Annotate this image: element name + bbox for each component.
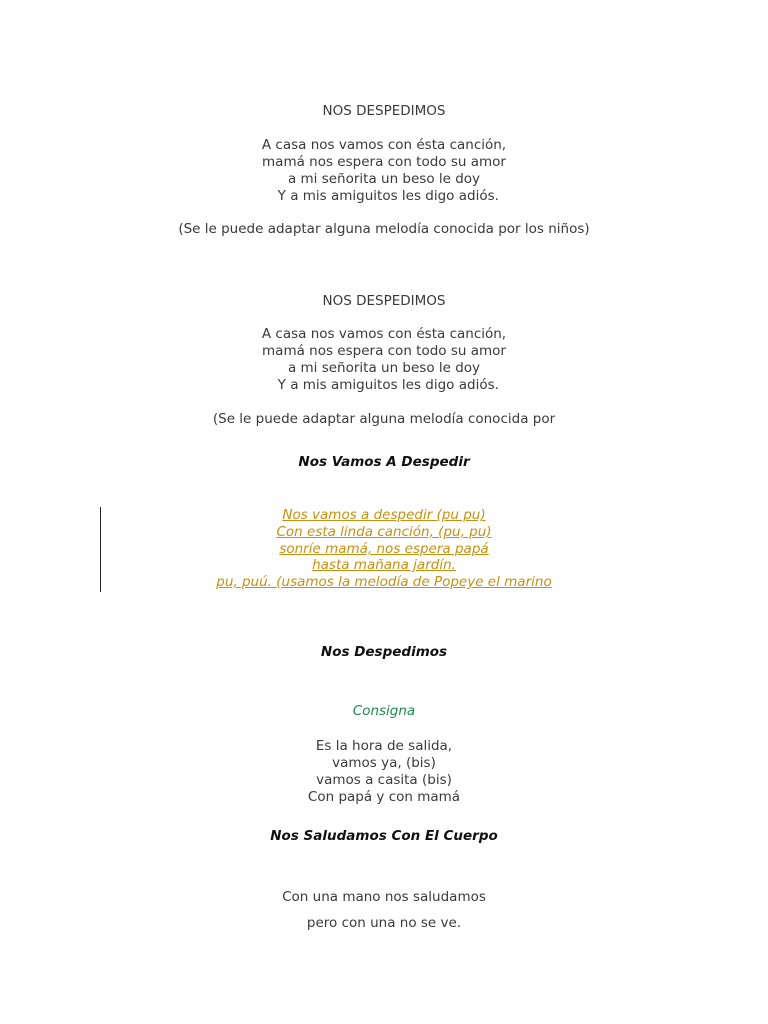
song-link-line[interactable]: Nos vamos a despedir (pu pu) [282,507,486,523]
song-link-line[interactable]: Con esta linda canción, (pu, pu) [276,524,492,540]
section2-line: a mi señorita un beso le doy [287,360,481,376]
section1-line: A casa nos vamos con ésta canción, [261,137,507,153]
section1-title: NOS DESPEDIMOS [322,103,446,119]
section1-line: Y a mis amiguitos les digo adiós. [269,188,499,204]
section3-title: Nos Vamos A Despedir [298,454,470,470]
section2-line: mamá nos espera con todo su amor [262,343,506,359]
section1-line: mamá nos espera con todo su amor [262,154,506,170]
song-link-line[interactable]: hasta mañana jardín. [312,557,456,573]
section2-note: (Se le puede adaptar alguna melodía conocida por [212,411,556,427]
section4-subtitle: Consigna [352,703,416,719]
song-link-line[interactable]: pu, puú. (usamos la melodía de Popeye el marino [216,574,552,590]
section5-line: Con una mano nos saludamos [282,889,486,905]
section2-title: NOS DESPEDIMOS [322,293,446,309]
section4-line: vamos a casita (bis) [316,772,452,788]
section5-title: Nos Saludamos Con El Cuerpo [270,828,498,844]
section1-note: (Se le puede adaptar alguna melodía conocida por los niños) [178,221,590,237]
section4-title: Nos Despedimos [320,644,448,660]
section2-line: A casa nos vamos con ésta canción, [261,326,507,342]
section4-line: vamos ya, (bis) [332,755,436,771]
section5-line: pero con una no se ve. [306,915,462,931]
section2-line: Y a mis amiguitos les digo adiós. [269,377,499,393]
section4-line: Con papá y con mamá [307,789,461,805]
section4-line: Es la hora de salida, [315,738,453,754]
section1-line: a mi señorita un beso le doy [287,171,481,187]
song-link-line[interactable]: sonríe mamá, nos espera papá [279,541,489,557]
